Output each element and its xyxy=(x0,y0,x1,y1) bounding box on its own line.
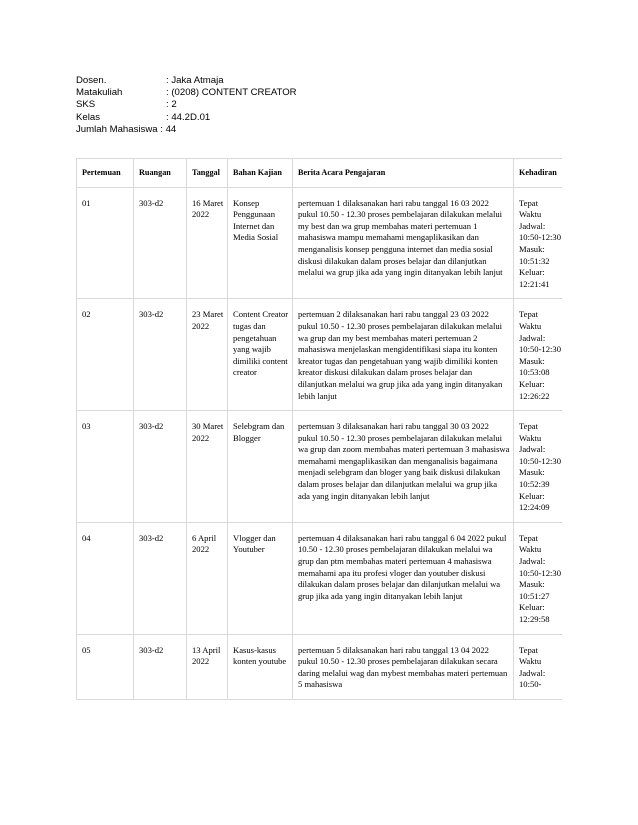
info-row-sks xyxy=(76,99,297,111)
cell-bahan-kajian: Konsep Penggunaan Internet dan Media Sosial xyxy=(228,187,293,299)
info-value: : (0208) CONTENT CREATOR xyxy=(166,87,297,99)
kehadiran-keluar: Keluar: 12:21:41 xyxy=(519,267,550,289)
kehadiran-keluar: Keluar: 12:26:22 xyxy=(519,378,550,401)
header-pertemuan: Pertemuan xyxy=(77,159,134,188)
table-row xyxy=(77,634,563,699)
cell-berita-acara: pertemuan 2 dilaksanakan hari rabu tanggal 23 03 2022 pukul 10.50 - 12.30 proses pembelajaran dilakukan melalui wa grup dan my best membahas materi pertemuan 2 mahasiswa menjelaskan mengidentifikasi siapa itu konten kreator tugas dan pengetahuan yang wajib dimiliki konten kreator diskusi dilakukan dalam proses belajar dan dilanjutkan melalui wa grup jika ada yang ingin ditanyakan lebih lanjut xyxy=(293,299,514,411)
info-value: : Jaka Atmaja xyxy=(166,75,224,86)
kehadiran-jadwal: Jadwal: 10:50-12:30 xyxy=(519,332,562,355)
attendance-table xyxy=(76,158,562,700)
cell-pertemuan: 02 xyxy=(77,299,134,411)
kehadiran-status: Tepat Waktu xyxy=(519,644,542,667)
cell-kehadiran xyxy=(514,522,563,634)
info-value: : 44.2D.01 xyxy=(166,111,211,123)
header-ruangan: Ruangan xyxy=(134,159,187,188)
kehadiran-status: Tepat Waktu xyxy=(519,197,542,220)
cell-kehadiran xyxy=(514,634,563,699)
cell-bahan-kajian: Selebgram dan Blogger xyxy=(228,411,293,523)
kehadiran-masuk: Masuk: 10:51:27 xyxy=(519,579,550,601)
cell-tanggal: 30 Maret 2022 xyxy=(187,411,228,523)
kehadiran-keluar: Keluar: 12:29:58 xyxy=(519,602,550,624)
kehadiran-masuk: Masuk: 10:53:08 xyxy=(519,355,550,378)
cell-pertemuan: 05 xyxy=(77,634,134,699)
info-row-matakuliah xyxy=(76,87,297,99)
cell-bahan-kajian: Kasus-kasus konten youtube xyxy=(228,634,293,699)
cell-pertemuan: 03 xyxy=(77,411,134,523)
cell-pertemuan: 01 xyxy=(77,187,134,299)
info-row-jumlah xyxy=(76,124,297,136)
cell-ruangan: 303-d2 xyxy=(134,187,187,299)
cell-berita-acara: pertemuan 1 dilaksanakan hari rabu tanggal 16 03 2022 pukul 10.50 - 12.30 proses pembelajaran dilakukan melalui my best dan wa grup membahas materi pertemuan 1 mahasiswa mampu memahami mengaplikasikan dan menganalisis konsep pengguna internet dan media sosial diskusi dilakukan dalam proses belajar dan dilanjutkan melalui wa grup jika ada yang ingin ditanyakan lebih lanjut xyxy=(293,187,514,299)
cell-bahan-kajian: Vlogger dan Youtuber xyxy=(228,522,293,634)
cell-ruangan: 303-d2 xyxy=(134,634,187,699)
cell-tanggal: 23 Maret 2022 xyxy=(187,299,228,411)
table-row xyxy=(77,187,563,299)
table-row xyxy=(77,299,563,411)
cell-pertemuan: 04 xyxy=(77,522,134,634)
cell-tanggal: 13 April 2022 xyxy=(187,634,228,699)
header-kehadiran: Kehadiran xyxy=(514,159,563,188)
kehadiran-jadwal: Jadwal: 10:50-12:30 xyxy=(519,220,562,243)
cell-berita-acara: pertemuan 4 dilaksanakan hari rabu tanggal 6 04 2022 pukul 10.50 - 12.30 proses pembelajaran dilakukan melalui wa grup dan ptm membahas materi pertemuan 4 mahasiswa memahami apa itu profesi vloger dan youtuber diskusi dilakukan dalam proses belajar dan dilanjutkan melalui wa grup jika ada yang ingin ditanyakan lebih lanjut xyxy=(293,522,514,634)
info-label: Dosen. xyxy=(76,75,107,86)
info-row-dosen xyxy=(76,75,297,87)
info-row-kelas xyxy=(76,112,297,124)
cell-bahan-kajian: Content Creator tugas dan pengetahuan yang wajib dimiliki content creator xyxy=(228,299,293,411)
kehadiran-keluar: Keluar: 12:24:09 xyxy=(519,490,550,513)
kehadiran-masuk: Masuk: 10:52:39 xyxy=(519,467,550,490)
cell-berita-acara: pertemuan 5 dilaksanakan hari rabu tanggal 13 04 2022 pukul 10.50 - 12.30 proses pembelajaran dilakukan secara daring melalui wag dan mybest membahas materi pertemuan 5 mahasiswa xyxy=(293,634,514,699)
table-row xyxy=(77,522,563,634)
table-row xyxy=(77,411,563,523)
info-label: Matakuliah xyxy=(76,87,123,99)
info-label: SKS xyxy=(76,99,96,111)
course-info xyxy=(76,75,297,136)
info-value: : 2 xyxy=(166,99,177,111)
kehadiran-masuk: Masuk: 10:51:32 xyxy=(519,243,550,266)
info-label: Kelas xyxy=(76,111,100,123)
attendance-table-wrapper xyxy=(76,158,562,748)
kehadiran-status: Tepat Waktu xyxy=(519,421,542,443)
header-bahan-kajian: Bahan Kajian xyxy=(228,159,293,188)
cell-tanggal: 6 April 2022 xyxy=(187,522,228,634)
kehadiran-jadwal: Jadwal: 10:50-12:30 xyxy=(519,444,562,466)
cell-kehadiran xyxy=(514,411,563,523)
cell-kehadiran xyxy=(514,187,563,299)
cell-ruangan: 303-d2 xyxy=(134,411,187,523)
cell-berita-acara: pertemuan 3 dilaksanakan hari rabu tanggal 30 03 2022 pukul 10.50 - 12.30 proses pembelajaran dilakukan melalui wa grup dan zoom membahas materi pertemuan 3 mahasiswa memahami mengaplikasikan dan menganalisis bagaimana menjadi selebgram dan bloger yang baik diskusi dilakukan dalam proses belajar dan dilanjutkan melalui wa grup jika ada yang ingin ditanyakan lebih lanjut xyxy=(293,411,514,523)
kehadiran-status: Tepat Waktu xyxy=(519,309,542,331)
table-header-row xyxy=(77,159,563,188)
header-berita-acara: Berita Acara Pengajaran xyxy=(293,159,514,188)
cell-ruangan: 303-d2 xyxy=(134,299,187,411)
info-label: Jumlah Mahasiswa : 44 xyxy=(76,123,177,135)
kehadiran-jadwal: Jadwal: 10:50-12:30 xyxy=(519,556,562,578)
header-tanggal: Tanggal xyxy=(187,159,228,188)
cell-tanggal: 16 Maret 2022 xyxy=(187,187,228,299)
cell-ruangan: 303-d2 xyxy=(134,522,187,634)
kehadiran-status: Tepat Waktu xyxy=(519,532,542,555)
kehadiran-jadwal: Jadwal: 10:50- xyxy=(519,667,546,690)
cell-kehadiran xyxy=(514,299,563,411)
